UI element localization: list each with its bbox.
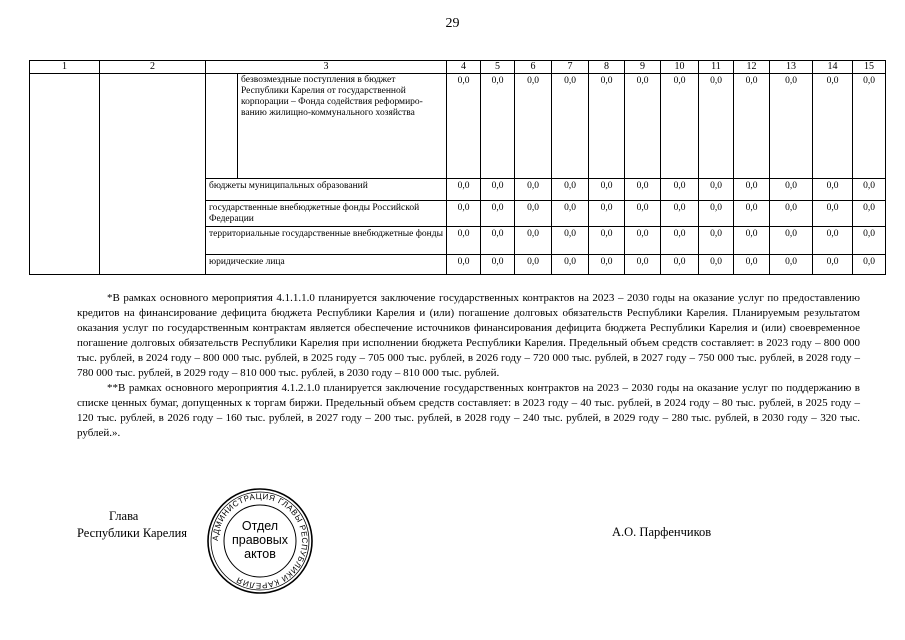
signatory-name: А.О. Парфенчиков	[612, 525, 712, 539]
value-cell: 0,0	[515, 74, 552, 179]
value-cell: 0,0	[853, 74, 886, 179]
header-cell: 2	[100, 61, 206, 74]
empty-cell	[30, 74, 100, 275]
table-header-row	[30, 61, 886, 74]
footnote-2: **В рамках основного мероприятия 4.1.2.1.0 планируется заключение государственных контрактов на 2023 – 2030 годы на оказание услуг по поддержанию в списке ценных бумаг, допущенных к торгам биржи. Предельный объем средств составляет: в 2023 году – 40 тыс. рублей, в 2024 году – 80 тыс. рублей, в 2025 году – 120 тыс. рублей, в 2026 году – 160 тыс. рублей, в 2027 году – 200 тыс. рублей, в 2028 году – 240 тыс. рублей, в 2029 году – 280 тыс. рублей, в 2030 году – 320 тыс. рублей.».	[77, 382, 860, 439]
value-cell: 0,0	[813, 255, 853, 275]
value-cell: 0,0	[661, 255, 699, 275]
value-cell: 0,0	[734, 201, 770, 227]
header-cell: 10	[661, 61, 699, 74]
value-cell: 0,0	[813, 179, 853, 201]
signatory-title-line-1: Глава	[109, 509, 139, 523]
footnotes	[77, 291, 860, 441]
value-cell: 0,0	[552, 201, 589, 227]
value-cell: 0,0	[699, 255, 734, 275]
header-cell: 7	[552, 61, 589, 74]
value-cell: 0,0	[770, 74, 813, 179]
value-cell: 0,0	[699, 227, 734, 255]
value-cell: 0,0	[699, 74, 734, 179]
value-cell: 0,0	[481, 201, 515, 227]
value-cell: 0,0	[552, 74, 589, 179]
value-cell: 0,0	[447, 179, 481, 201]
value-cell: 0,0	[853, 201, 886, 227]
row-label: безвозмездные поступления в бюджет Республики Карелия от государственной корпорации – Фонда содействия реформиро-ванию жилищно-коммунального хозяйства	[238, 74, 447, 179]
value-cell: 0,0	[589, 227, 625, 255]
value-cell: 0,0	[661, 74, 699, 179]
stamp-line-2: правовых	[232, 533, 288, 547]
value-cell: 0,0	[734, 74, 770, 179]
value-cell: 0,0	[770, 201, 813, 227]
value-cell: 0,0	[734, 255, 770, 275]
signatory-title	[77, 508, 187, 542]
value-cell: 0,0	[625, 74, 661, 179]
value-cell: 0,0	[625, 227, 661, 255]
value-cell: 0,0	[589, 74, 625, 179]
value-cell: 0,0	[661, 201, 699, 227]
value-cell: 0,0	[813, 74, 853, 179]
header-cell: 5	[481, 61, 515, 74]
value-cell: 0,0	[813, 227, 853, 255]
budget-table	[29, 60, 886, 275]
value-cell: 0,0	[661, 227, 699, 255]
value-cell: 0,0	[853, 179, 886, 201]
stamp-line-1: Отдел	[241, 519, 279, 533]
header-cell: 6	[515, 61, 552, 74]
official-stamp	[205, 486, 315, 596]
value-cell: 0,0	[552, 227, 589, 255]
value-cell: 0,0	[515, 227, 552, 255]
value-cell: 0,0	[770, 179, 813, 201]
value-cell: 0,0	[515, 201, 552, 227]
header-cell: 4	[447, 61, 481, 74]
value-cell: 0,0	[853, 255, 886, 275]
value-cell: 0,0	[589, 255, 625, 275]
value-cell: 0,0	[515, 179, 552, 201]
value-cell: 0,0	[447, 255, 481, 275]
row-label: государственные внебюджетные фонды Российской Федерации	[206, 201, 447, 227]
row-label: юридические лица	[206, 255, 447, 275]
value-cell: 0,0	[481, 255, 515, 275]
value-cell: 0,0	[589, 201, 625, 227]
value-cell: 0,0	[625, 255, 661, 275]
header-cell: 1	[30, 61, 100, 74]
value-cell: 0,0	[552, 179, 589, 201]
value-cell: 0,0	[734, 227, 770, 255]
value-cell: 0,0	[699, 201, 734, 227]
header-cell: 9	[625, 61, 661, 74]
value-cell: 0,0	[481, 227, 515, 255]
value-cell: 0,0	[589, 179, 625, 201]
footnote-1: *В рамках основного мероприятия 4.1.1.1.0 планируется заключение государственных контрактов на 2023 – 2030 годы на оказание услуг по предоставлению кредитов на финансирование дефицита бюджета Республики Карелия и (или) погашение долговых обязательств Республики Карелия. Планируемым результатом оказания услуг по государственным контрактам является обеспечение источников финансирования дефицита бюджета Республики Карелия и (или) своевременное погашение долговых обязательств Республики Карелия при исполнении бюджета Республики Карелия. Предельный объем средств составляет: в 2023 году – 800 000 тыс. рублей, в 2024 году – 800 000 тыс. рублей, в 2025 году – 705 000 тыс. рублей, в 2026 году – 720 000 тыс. рублей, в 2027 году – 750 000 тыс. рублей, в 2028 году – 780 000 тыс. рублей, в 2029 году – 810 000 тыс. рублей, в 2030 году – 810 000 тыс. рублей.	[77, 292, 860, 379]
value-cell: 0,0	[481, 179, 515, 201]
table-row	[30, 74, 886, 179]
header-cell: 11	[699, 61, 734, 74]
value-cell: 0,0	[515, 255, 552, 275]
signatory-title-line-2: Республики Карелия	[77, 526, 188, 540]
stamp-ring-text: АДМИНИСТРАЦИЯ ГЛАВЫ РЕСПУБЛИКИ КАРЕЛИЯ	[210, 491, 310, 591]
stamp-line-3: актов	[244, 547, 276, 561]
header-cell: 12	[734, 61, 770, 74]
value-cell: 0,0	[447, 74, 481, 179]
header-cell: 15	[853, 61, 886, 74]
row-label: территориальные государственные внебюджетные фонды	[206, 227, 447, 255]
header-cell: 14	[813, 61, 853, 74]
header-cell: 13	[770, 61, 813, 74]
value-cell: 0,0	[813, 201, 853, 227]
page-number: 29	[445, 16, 460, 31]
value-cell: 0,0	[853, 227, 886, 255]
value-cell: 0,0	[661, 179, 699, 201]
value-cell: 0,0	[552, 255, 589, 275]
value-cell: 0,0	[447, 201, 481, 227]
row-label: бюджеты муниципальных образований	[206, 179, 447, 201]
value-cell: 0,0	[770, 255, 813, 275]
header-cell: 8	[589, 61, 625, 74]
empty-cell	[206, 74, 238, 179]
value-cell: 0,0	[770, 227, 813, 255]
empty-cell	[100, 74, 206, 275]
value-cell: 0,0	[734, 179, 770, 201]
value-cell: 0,0	[625, 201, 661, 227]
value-cell: 0,0	[699, 179, 734, 201]
header-cell: 3	[206, 61, 447, 74]
value-cell: 0,0	[625, 179, 661, 201]
value-cell: 0,0	[481, 74, 515, 179]
value-cell: 0,0	[447, 227, 481, 255]
